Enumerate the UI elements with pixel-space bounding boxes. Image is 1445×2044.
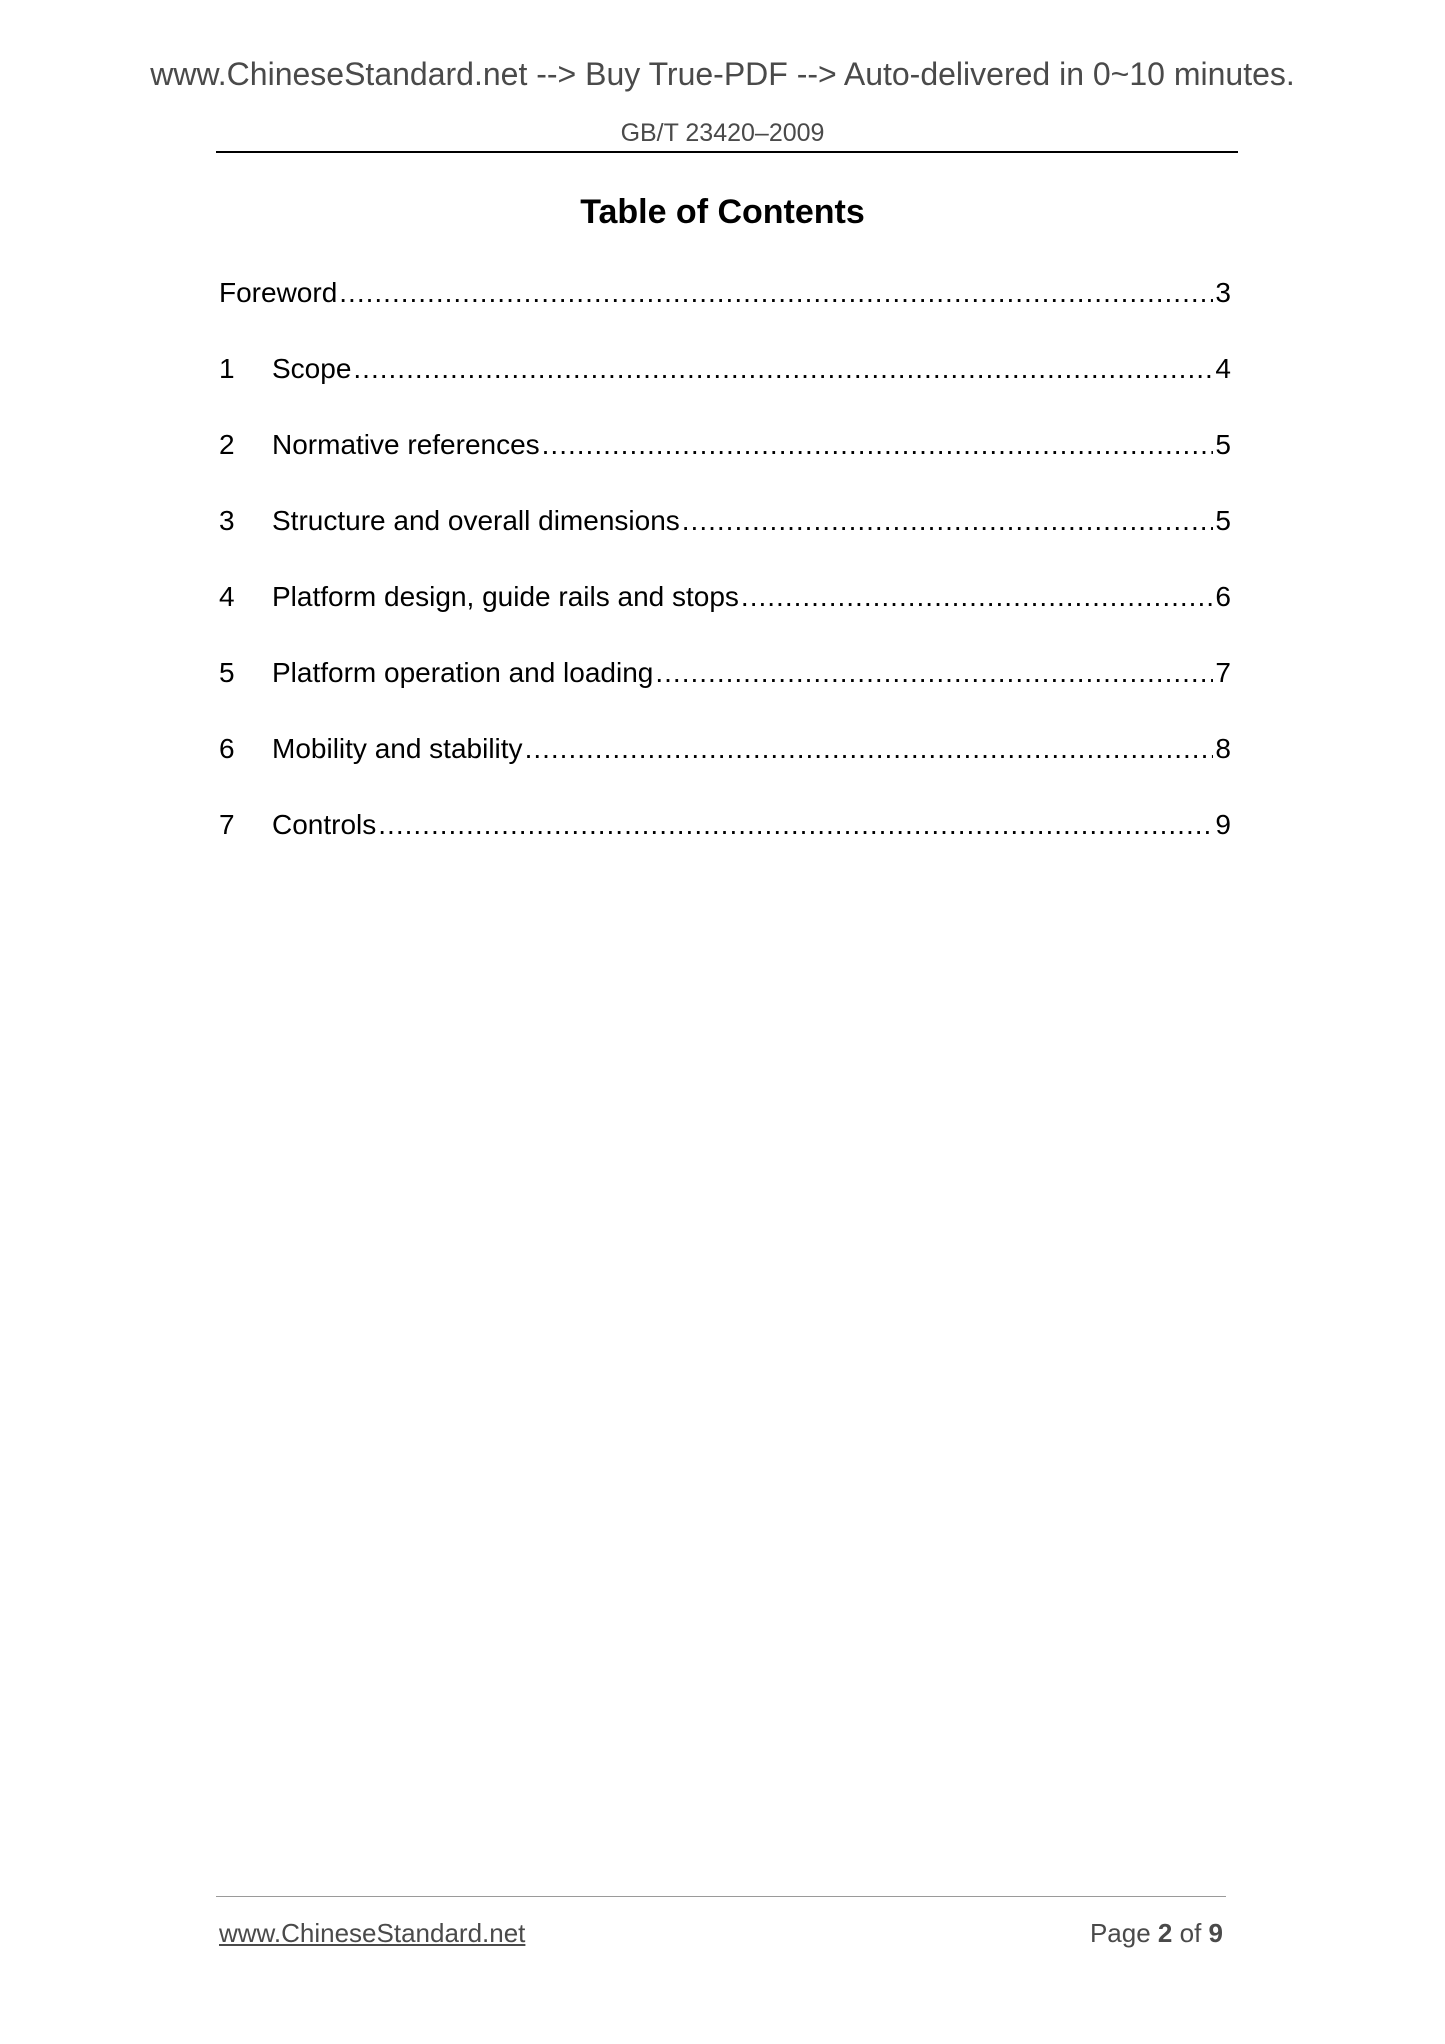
toc-entry-title: Controls <box>272 809 377 840</box>
toc-entry-title: Normative references <box>272 429 540 460</box>
toc-entry-page: 3 <box>1215 277 1231 308</box>
toc-entry-title: Scope <box>272 353 352 384</box>
toc-entry-title: Mobility and stability <box>272 733 523 764</box>
toc-dot-leader <box>353 353 1213 385</box>
toc-entry-number: 4 <box>219 581 235 612</box>
toc-entry-number: 1 <box>219 353 235 384</box>
footer-divider <box>216 1896 1226 1897</box>
page-of: of <box>1172 1918 1209 1948</box>
toc-entry-platform-design[interactable] <box>219 581 1231 657</box>
toc-entry-page: 5 <box>1215 429 1231 460</box>
toc-dot-leader <box>682 505 1214 537</box>
top-banner: www.ChineseStandard.net --> Buy True-PDF --> Auto-delivered in 0~10 minutes. <box>150 56 1295 92</box>
footer-page-indicator <box>1090 1918 1223 1949</box>
toc-entry-structure[interactable] <box>219 505 1231 581</box>
toc-dot-leader <box>655 657 1213 689</box>
toc-entry-number: 3 <box>219 505 235 536</box>
toc-dot-leader <box>339 277 1213 309</box>
toc-entry-page: 7 <box>1215 657 1231 688</box>
toc-entry-title: Foreword <box>219 277 338 308</box>
toc-entry-number: 2 <box>219 429 235 460</box>
toc-dot-leader <box>378 809 1213 841</box>
page-total: 9 <box>1208 1918 1223 1948</box>
toc-list <box>219 277 1231 885</box>
page-current: 2 <box>1157 1918 1173 1948</box>
toc-entry-page: 8 <box>1215 733 1231 764</box>
toc-entry-normative-references[interactable] <box>219 429 1231 505</box>
toc-dot-leader <box>525 733 1214 765</box>
toc-entry-page: 5 <box>1215 505 1231 536</box>
toc-entry-title: Platform design, guide rails and stops <box>272 581 739 612</box>
header-divider <box>216 151 1238 153</box>
standard-code: GB/T 23420–2009 <box>620 119 825 147</box>
toc-entry-number: 7 <box>219 809 235 840</box>
toc-entry-foreword[interactable] <box>219 277 1231 353</box>
toc-entry-scope[interactable] <box>219 353 1231 429</box>
toc-entry-platform-operation[interactable] <box>219 657 1231 733</box>
toc-entry-title: Platform operation and loading <box>272 657 654 688</box>
toc-entry-page: 9 <box>1215 809 1231 840</box>
toc-dot-leader <box>542 429 1214 461</box>
toc-entry-mobility[interactable] <box>219 733 1231 809</box>
page-title: Table of Contents <box>580 193 865 231</box>
toc-entry-number: 6 <box>219 733 235 764</box>
toc-entry-page: 4 <box>1215 353 1231 384</box>
footer-site-link[interactable]: www.ChineseStandard.net <box>219 1918 526 1948</box>
toc-entry-number: 5 <box>219 657 235 688</box>
page-prefix: Page <box>1089 1918 1158 1948</box>
toc-entry-title: Structure and overall dimensions <box>272 505 680 536</box>
toc-dot-leader <box>741 581 1214 613</box>
toc-entry-page: 6 <box>1215 581 1231 612</box>
toc-entry-controls[interactable] <box>219 809 1231 885</box>
